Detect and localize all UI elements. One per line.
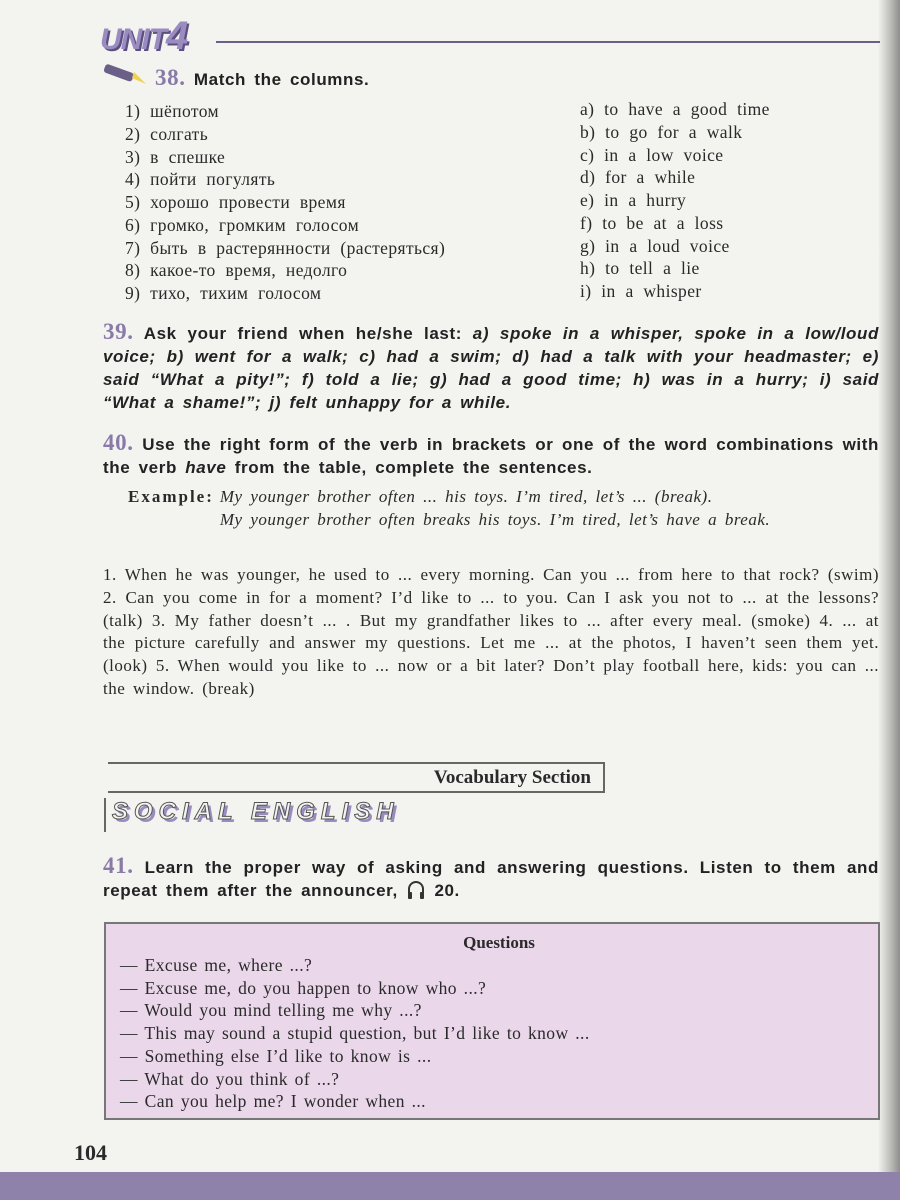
russian-column bbox=[125, 100, 445, 305]
exercise-title: Learn the proper way of asking and answering questions. Listen to them and repeat them after the announcer, bbox=[103, 858, 880, 900]
list-item: a) to have a good time bbox=[580, 99, 770, 119]
exercise-41 bbox=[103, 854, 879, 902]
list-item: c) in a low voice bbox=[580, 144, 724, 165]
exercise-number: 38. bbox=[155, 65, 186, 90]
list-item: g) in a loud voice bbox=[580, 235, 730, 256]
list-item: 1) шёпотом bbox=[125, 101, 219, 121]
question-line: — Can you help me? I wonder when ... bbox=[120, 1091, 426, 1112]
unit-heading bbox=[100, 14, 187, 59]
exercise-number: 40. bbox=[103, 430, 134, 455]
question-line: — This may sound a stupid question, but I’d like to know ... bbox=[120, 1023, 590, 1044]
list-item: d) for a while bbox=[580, 167, 696, 188]
english-column bbox=[580, 98, 770, 303]
question-line: — What do you think of ...? bbox=[120, 1068, 340, 1089]
list-item: b) to go for a walk bbox=[580, 121, 743, 142]
list-item: 3) в спешке bbox=[125, 146, 226, 167]
unit-word: UNIT bbox=[100, 23, 166, 56]
list-item: 5) хорошо провести время bbox=[125, 192, 346, 212]
example-label: Example: bbox=[128, 487, 214, 506]
exercise-lead: Ask your friend when he/she last: bbox=[143, 324, 462, 343]
exercise-38-heading bbox=[155, 66, 369, 91]
example-answer: My younger brother often breaks his toys. I’m tired, let’s have a break. bbox=[219, 509, 771, 529]
example bbox=[128, 486, 878, 532]
vocabulary-section-label: Vocabulary Section bbox=[108, 762, 605, 793]
exercise-number: 41. bbox=[103, 853, 134, 878]
page-edge-shadow bbox=[878, 0, 900, 1200]
list-item: 8) какое-то время, недолго bbox=[125, 260, 348, 281]
exercise-40-text: 1. When he was younger, he used to ... every morning. Can you ... from here to that rock? (swim) 2. Can you come in for a moment? I’d like to ... to you. Can I ask you not to ... at the lessons? (talk) 3. My father doesn’t ... . But my grandfather likes to ... after every meal. (smoke) 4. ... at the picture carefully and answer my questions. Let me ... at the photos, I haven’t seen them yet. (look) 5. When would you like to ... now or a bit later? Don’t play football here, kids: you can ... the window. (break) bbox=[103, 565, 879, 698]
example-prompt: My younger brother often ... his toys. I’m tired, let’s ... (break). bbox=[219, 487, 713, 506]
pen-icon bbox=[100, 64, 150, 86]
unit-number: 4 bbox=[166, 14, 188, 58]
exercise-title: Use the right form of the verb in brackets or one of the word combinations with the verb bbox=[103, 435, 879, 477]
question-line: — Excuse me, where ...? bbox=[120, 955, 313, 975]
list-item: 6) громко, громким голосом bbox=[125, 214, 360, 235]
question-line: — Would you mind telling me why ...? bbox=[120, 1000, 422, 1021]
question-line: — Something else I’d like to know is ... bbox=[120, 1045, 432, 1066]
exercise-number: 39. bbox=[103, 319, 134, 344]
exercise-title-emphasis: have bbox=[185, 458, 227, 477]
list-item: 7) быть в растерянности (растеряться) bbox=[125, 237, 446, 258]
list-item: i) in a whisper bbox=[580, 281, 702, 301]
page-number: 104 bbox=[74, 1140, 107, 1165]
list-item: f) to be at a loss bbox=[580, 212, 724, 233]
list-item: h) to tell a lie bbox=[580, 258, 700, 279]
list-item: 4) пойти погулять bbox=[125, 169, 276, 190]
social-english-heading: SOCIAL ENGLISH bbox=[104, 798, 400, 832]
exercise-title: Match the columns. bbox=[193, 70, 370, 89]
footer-band bbox=[0, 1172, 900, 1200]
exercise-40-heading bbox=[103, 431, 879, 479]
audio-track-number: 20. bbox=[434, 881, 460, 900]
header-rule bbox=[216, 41, 880, 43]
questions-box bbox=[104, 922, 880, 1120]
exercise-39 bbox=[103, 320, 879, 414]
exercise-body: a) spoke in a whisper, spoke in a low/loud voice; b) went for a walk; c) had a swim; d) had a talk with your headmaster; e) said “What a pity!”; f) told a lie; g) had a good time; h) was in a hurry; i) said “What a shame!”; j) felt unhappy for a while. bbox=[103, 324, 879, 412]
exercise-title: from the table, complete the sentences. bbox=[234, 458, 593, 477]
headphones-icon bbox=[406, 880, 426, 900]
list-item: 2) солгать bbox=[125, 123, 209, 144]
questions-heading: Questions bbox=[463, 933, 535, 952]
question-line: — Excuse me, do you happen to know who ...? bbox=[120, 977, 487, 998]
list-item: 9) тихо, тихим голосом bbox=[125, 283, 322, 303]
list-item: e) in a hurry bbox=[580, 190, 687, 210]
